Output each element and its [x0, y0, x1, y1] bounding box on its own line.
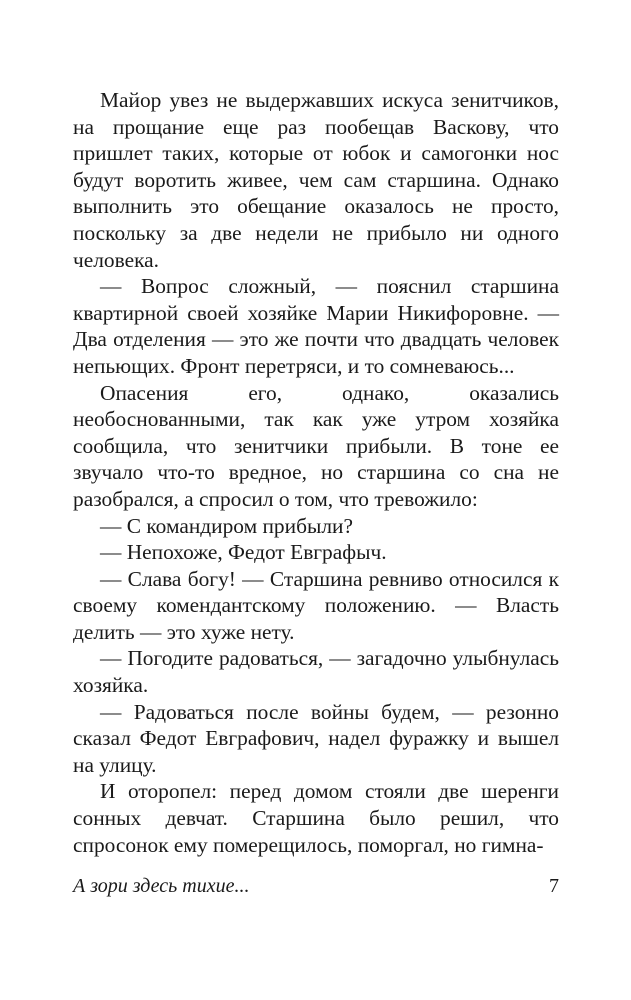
paragraph: Опасения его, однако, оказались необоснованными, так как уже утром хозяйка сообщила, что зенитчики прибыли. В тоне ее звучало что-то вредное, но старшина со сна не разобрался, а спросил о том, что тревожило:	[73, 380, 559, 511]
paragraph: Майор увез не выдержавших искуса зенитчиков, на прощание еще раз пообещав Васкову, что пришлет таких, которые от юбок и самогонки нос будут воротить живее, чем сам старшина. Однако выполнить это обещание оказалось не просто, поскольку за две недели не прибыло ни одного человека.	[73, 88, 559, 272]
paragraph: — С командиром прибыли?	[100, 513, 353, 538]
page-body	[73, 87, 559, 858]
paragraph: — Вопрос сложный, — пояснил старшина квартирной своей хозяйке Марии Никифоровне. — Два отделения — это же почти что двадцать человек непьющих. Фронт перетряси, и то сомневаюсь...	[73, 274, 559, 378]
paragraph: — Непохоже, Федот Евграфыч.	[100, 540, 387, 565]
page-number: 7	[549, 875, 559, 897]
paragraph: — Слава богу! — Старшина ревниво относился к своему комендантскому положению. — Власть делить — это хуже нету.	[73, 566, 559, 644]
paragraph: — Погодите радоваться, — загадочно улыбнулась хозяйка.	[73, 646, 559, 698]
paragraph: — Радоваться после войны будем, — резонно сказал Федот Евграфович, надел фуражку и вышел на улицу.	[73, 699, 559, 777]
paragraph: И оторопел: перед домом стояли две шеренги сонных девчат. Старшина было решил, что спросонок ему померещилось, поморгал, но гимна-	[73, 779, 559, 857]
running-title: А зори здесь тихие...	[73, 875, 250, 897]
